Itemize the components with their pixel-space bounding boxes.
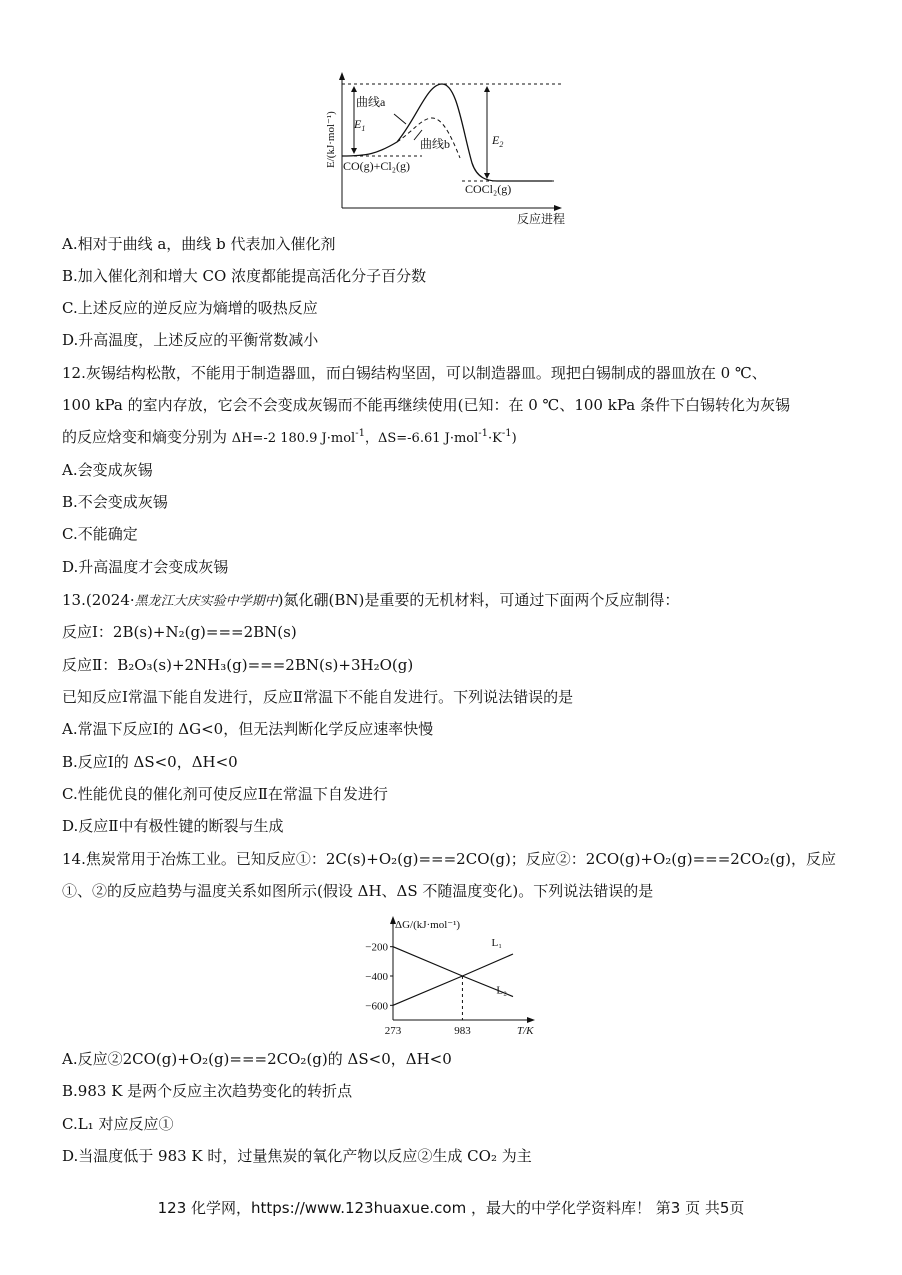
q14-stem-line2: ①、②的反应趋势与温度关系如图所示(假设 ΔH、ΔS 不随温度变化)。下列说法错误的是 <box>62 882 654 900</box>
q13-option-c: C.性能优良的催化剂可使反应Ⅱ在常温下自发进行 <box>62 785 388 803</box>
reactants-label: CO(g)+Cl₂(g) <box>343 159 410 173</box>
energy-profile-diagram <box>322 68 592 228</box>
q13-option-a: A.常温下反应Ⅰ的 ΔG<0，但无法判断化学反应速率快慢 <box>62 720 434 738</box>
q12-stem-line3: 的反应焓变和熵变分别为 ΔH=-2 180.9 J·mol$^{-1}$，ΔS=-6.61 $J\cdot mol^{-1}\cdot K^{-1}$) <box>62 428 517 446</box>
chart2-xlabel: T/K <box>517 1025 534 1037</box>
q14-option-b: B.983 K 是两个反应主次趋势变化的转折点 <box>62 1082 353 1100</box>
series-l1-line <box>393 954 513 1005</box>
series-l2-label: L₂ <box>496 984 507 997</box>
chart2-ylabel: ΔG/(kJ·mol⁻¹) <box>395 919 461 931</box>
y-tick-label: −400 <box>365 971 388 983</box>
fig1-xlabel: 反应进程 <box>517 212 566 226</box>
curve-b-label: 曲线b <box>420 137 451 151</box>
q12-stem-line1: 12.灰锡结构松散，不能用于制造器皿，而白锡结构坚固，可以制造器皿。现把白锡制成的器皿放在 0 ℃、 <box>62 364 767 382</box>
q12-option-c: C.不能确定 <box>62 525 138 543</box>
q11-option-c: C.上述反应的逆反应为熵增的吸热反应 <box>62 299 318 317</box>
x-tick-label: 983 <box>454 1025 471 1037</box>
q11-option-b: B.加入催化剂和增大 CO 浓度都能提高活化分子百分数 <box>62 267 427 285</box>
q14-stem-line1: 14.焦炭常用于冶炼工业。已知反应①：2C(s)+O₂(g)===2CO(g)；反应②：2CO(g)+O₂(g)===2CO₂(g)，反应 <box>62 850 836 868</box>
q12-option-b: B.不会变成灰锡 <box>62 493 168 511</box>
q13-reaction-2: 反应Ⅱ：B₂O₃(s)+2NH₃(g)===2BN(s)+3H₂O(g) <box>62 656 414 674</box>
q13-option-b: B.反应Ⅰ的 ΔS<0，ΔH<0 <box>62 753 238 771</box>
page-footer: 123 化学网，https://www.123huaxue.com ，最大的中学化学资料库！ 第3 页 共5页 <box>157 1199 745 1217</box>
q13-reaction-1: 反应Ⅰ：2B(s)+N₂(g)===2BN(s) <box>62 623 297 641</box>
y-tick-label: −200 <box>365 941 388 954</box>
series-l1-label: L₁ <box>491 937 503 949</box>
y-tick-label: −600 <box>365 1000 388 1013</box>
fig1-ylabel: E/(kJ·mol⁻¹) <box>325 111 337 168</box>
series-l2-line <box>393 947 513 997</box>
q14-option-a: A.反应②2CO(g)+O₂(g)===2CO₂(g)的 ΔS<0，ΔH<0 <box>62 1050 452 1068</box>
q13-known: 已知反应Ⅰ常温下能自发进行，反应Ⅱ常温下不能自发进行。下列说法错误的是 <box>62 688 574 706</box>
e1-label: $E_1$ <box>354 117 366 133</box>
e2-label: $E_2$ <box>492 133 504 149</box>
q11-option-d: D.升高温度，上述反应的平衡常数减小 <box>62 331 319 349</box>
product-label: COCl₂(g) <box>465 182 512 196</box>
q14-option-d: D.当温度低于 983 K 时，过量焦炭的氧化产物以反应②生成 CO₂ 为主 <box>62 1147 532 1165</box>
q12-option-d: D.升高温度才会变成灰锡 <box>62 558 229 576</box>
q12-option-a: A.会变成灰锡 <box>62 461 153 479</box>
q14-option-c: C.L₁ 对应反应① <box>62 1115 174 1133</box>
q13-option-d: D.反应Ⅱ中有极性键的断裂与生成 <box>62 817 284 835</box>
x-tick-label: 273 <box>384 1025 402 1037</box>
curve-a-label: 曲线a <box>356 95 386 109</box>
q12-stem-line2: 100 kPa 的室内存放，它会不会变成灰锡而不能再继续使用(已知：在 0 ℃、100 kPa 条件下白锡转化为灰锡 <box>62 396 790 414</box>
delta-g-temperature-chart <box>355 912 545 1040</box>
q13-stem: 13.(2024·黑龙江大庆实验中学期中)氮化硼(BN)是重要的无机材料，可通过下面两个反应制得： <box>62 591 680 609</box>
q11-option-a: A.相对于曲线 a，曲线 b 代表加入催化剂 <box>62 235 336 253</box>
